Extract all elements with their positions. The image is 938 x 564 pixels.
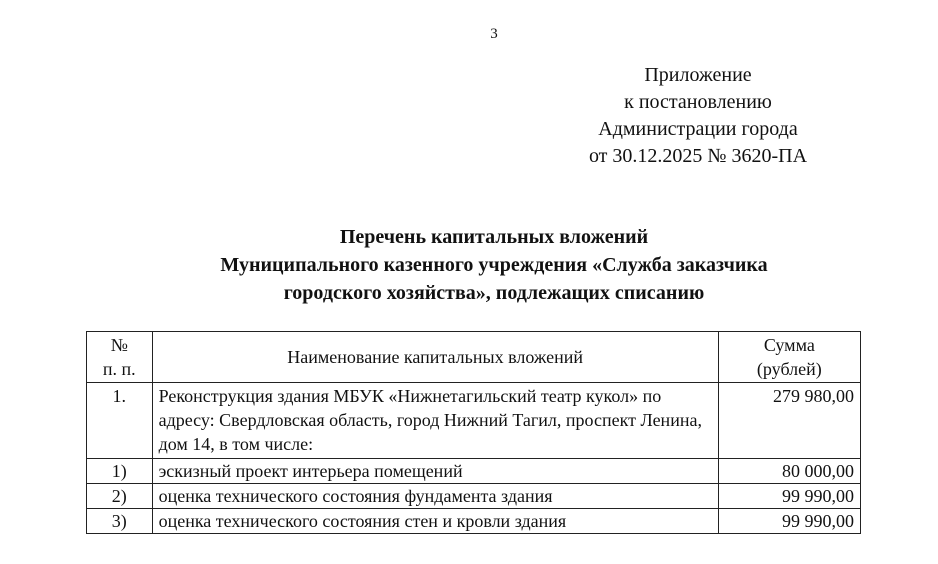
row-sum: 99 990,00 bbox=[718, 509, 860, 534]
row-number: 2) bbox=[87, 484, 153, 509]
row-name: оценка технического состояния фундамента здания bbox=[152, 484, 718, 509]
title-line-3: городского хозяйства», подлежащих списанию bbox=[283, 282, 705, 304]
row-sum: 99 990,00 bbox=[718, 484, 860, 509]
header-sum bbox=[718, 332, 860, 383]
row-sum: 279 980,00 bbox=[718, 383, 860, 459]
appendix-line-1: Приложение bbox=[644, 64, 752, 86]
title-line-1: Перечень капитальных вложений bbox=[339, 226, 649, 248]
row-name: эскизный проект интерьера помещений bbox=[152, 459, 718, 484]
capital-investments-table bbox=[86, 331, 861, 534]
header-sum-unit: (рублей) bbox=[756, 359, 822, 379]
appendix-block bbox=[538, 62, 858, 170]
appendix-line-2: к постановлению bbox=[624, 91, 772, 113]
header-sum-label: Сумма bbox=[763, 335, 815, 355]
appendix-line-3: Администрации города bbox=[598, 118, 798, 140]
row-number: 1. bbox=[87, 383, 153, 459]
row-number: 3) bbox=[87, 509, 153, 534]
row-sum: 80 000,00 bbox=[718, 459, 860, 484]
row-name: Реконструкция здания МБУК «Нижнетагильский театр кукол» по адресу: Свердловская область, город Нижний Тагил, проспект Ленина, дом 14, в том числе: bbox=[152, 383, 718, 459]
table-row bbox=[87, 509, 861, 534]
table-header-row bbox=[87, 332, 861, 383]
title-line-2: Муниципального казенного учреждения «Служба заказчика bbox=[220, 254, 768, 276]
row-number: 1) bbox=[87, 459, 153, 484]
row-name: оценка технического состояния стен и кровли здания bbox=[152, 509, 718, 534]
header-number-symbol: № bbox=[110, 335, 128, 355]
table-row bbox=[87, 383, 861, 459]
table-row bbox=[87, 459, 861, 484]
document-title bbox=[0, 223, 938, 307]
header-number-abbr: п. п. bbox=[102, 359, 136, 379]
appendix-line-4: от 30.12.2025 № 3620-ПА bbox=[588, 145, 808, 167]
page-number: 3 bbox=[490, 26, 498, 42]
table-row bbox=[87, 484, 861, 509]
header-number bbox=[87, 332, 153, 383]
header-name: Наименование капитальных вложений bbox=[152, 332, 718, 383]
